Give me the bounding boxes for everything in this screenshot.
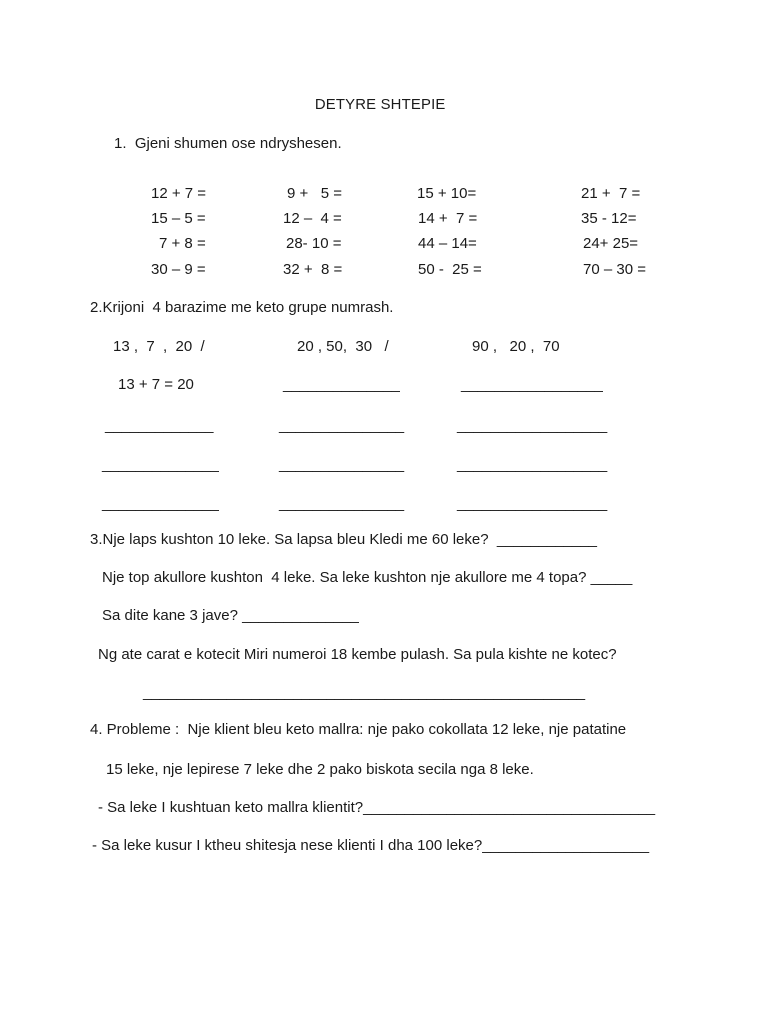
q4-line: 4. Probleme : Nje klient bleu keto mallra: nje pako cokollata 12 leke, nje patatine (90, 721, 627, 738)
q3-line: Nje top akullore kushton 4 leke. Sa leke kushton nje akullore me 4 topa? _____ (102, 569, 633, 586)
q1-cell: 24+ 25= (583, 235, 639, 252)
q3-line: 3.Nje laps kushton 10 leke. Sa lapsa bleu Kledi me 60 leke? ____________ (90, 531, 598, 548)
answer-blank[interactable]: ______________ (283, 376, 400, 393)
answer-blank[interactable]: _______________ (279, 456, 405, 473)
answer-blank[interactable]: _____________________________________________________ (143, 684, 586, 701)
q2-group: 20 , 50, 30 / (297, 338, 389, 355)
q1-cell: 70 – 30 = (583, 261, 646, 278)
answer-blank[interactable]: __________________ (457, 417, 608, 434)
answer-blank[interactable]: ______________ (102, 456, 219, 473)
q3-line: Ng ate carat e kotecit Miri numeroi 18 kembe pulash. Sa pula kishte ne kotec? (98, 646, 617, 663)
q4-line: - Sa leke I kushtuan keto mallra klientit?___________________________________ (98, 799, 656, 816)
q1-cell: 28- 10 = (286, 235, 342, 252)
answer-blank[interactable]: _____________ (105, 417, 214, 434)
q3-line: Sa dite kane 3 jave? ______________ (102, 607, 359, 624)
q1-cell: 12 + 7 = (151, 185, 207, 202)
answer-blank[interactable]: _________________ (461, 376, 603, 393)
q4-line: 15 leke, nje lepirese 7 leke dhe 2 pako biskota secila nga 8 leke. (106, 761, 534, 778)
q1-cell: 14 + 7 = (418, 210, 478, 227)
q1-cell: 50 - 25 = (418, 261, 482, 278)
answer-blank[interactable]: _______________ (279, 417, 405, 434)
q4-line: - Sa leke kusur I ktheu shitesja nese klienti I dha 100 leke?____________________ (92, 837, 650, 854)
answer-blank[interactable]: __________________ (457, 456, 608, 473)
answer-blank[interactable]: __________________ (457, 495, 608, 512)
q1-cell: 9 + 5 = (287, 185, 343, 202)
q2-group: 13 , 7 , 20 / (113, 338, 205, 355)
q1-cell: 32 + 8 = (283, 261, 343, 278)
q1-cell: 15 – 5 = (151, 210, 206, 227)
answer-blank[interactable]: _______________ (279, 495, 405, 512)
q1-cell: 35 - 12= (581, 210, 637, 227)
q2-example: 13 + 7 = 20 (118, 376, 194, 393)
page-title: DETYRE SHTEPIE (314, 96, 446, 113)
q1-cell: 30 – 9 = (151, 261, 206, 278)
q1-cell: 44 – 14= (418, 235, 477, 252)
q1-heading: 1. Gjeni shumen ose ndryshesen. (114, 135, 342, 152)
q2-group: 90 , 20 , 70 (472, 338, 560, 355)
q1-cell: 15 + 10= (417, 185, 477, 202)
q1-cell: 7 + 8 = (159, 235, 206, 252)
q1-cell: 12 – 4 = (283, 210, 342, 227)
answer-blank[interactable]: ______________ (102, 495, 219, 512)
q1-cell: 21 + 7 = (581, 185, 641, 202)
q2-heading: 2.Krijoni 4 barazime me keto grupe numrash. (90, 299, 394, 316)
